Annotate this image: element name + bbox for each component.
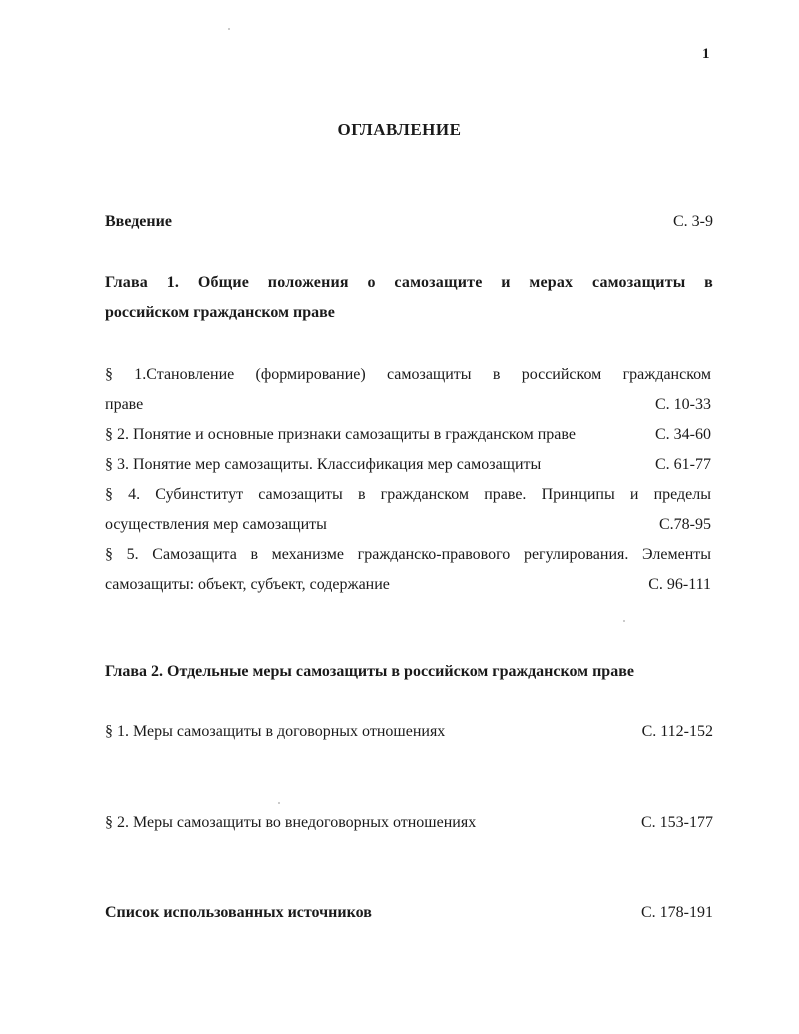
scan-speck [278,802,280,804]
entry-text: § 2. Понятие и основные признаки самозащиты в гражданском праве [105,426,576,443]
toc-entry-ch1-s5 [105,540,711,600]
entry-text: § 1. Меры самозащиты в договорных отношениях [105,723,446,740]
toc-entry-ch1-s1 [105,360,711,420]
page-number: 1 [702,46,710,62]
toc-entry-intro [105,213,713,231]
toc-entry-ch2-s2 [105,814,713,832]
sources-label: Список использованных источников [105,904,372,921]
scan-speck [228,28,230,30]
chapter2-heading: Глава 2. Отдельные меры самозащиты в российском гражданском праве [105,663,634,680]
toc-entry-sources [105,904,713,922]
toc-title: ОГЛАВЛЕНИЕ [337,120,462,139]
entry-text-line2: праве [105,396,144,413]
intro-label: Введение [105,213,172,230]
entry-text: § 3. Понятие мер самозащиты. Классификация мер самозащиты [105,456,542,473]
entry-text-line1: § 1.Становление (формирование) самозащиты в российском гражданском [105,366,711,383]
entry-text: § 2. Меры самозащиты во внедоговорных отношениях [105,814,477,831]
entry-pages: С. 96-111 [648,576,711,593]
chapter1-heading-line1: Глава 1. Общие положения о самозащите и мерах самозащиты в [105,274,713,291]
scan-speck [623,620,625,622]
chapter1-heading-line2: российском гражданском праве [105,304,335,321]
entry-pages: С. 10-33 [655,396,711,413]
entry-pages: С. 112-152 [641,723,713,740]
entry-text-line1: § 4. Субинститут самозащиты в гражданском праве. Принципы и пределы [105,486,711,503]
entry-text-line1: § 5. Самозащита в механизме гражданско-правового регулирования. Элементы [105,546,711,563]
entry-pages: С.78-95 [659,516,711,533]
entry-pages: С. 34-60 [655,426,711,443]
entry-text-line2: осуществления мер самозащиты [105,516,327,533]
toc-entry-ch1-s4 [105,480,711,540]
entry-pages: С. 153-177 [641,814,713,831]
intro-pages: С. 3-9 [673,213,713,230]
toc-entry-ch1-s3 [105,450,711,480]
toc-entry-ch1-s2 [105,420,711,450]
entry-text-line2: самозащиты: объект, субъект, содержание [105,576,390,593]
toc-entry-ch2-s1 [105,723,713,741]
entry-pages: С. 61-77 [655,456,711,473]
sources-pages: С. 178-191 [641,904,713,921]
